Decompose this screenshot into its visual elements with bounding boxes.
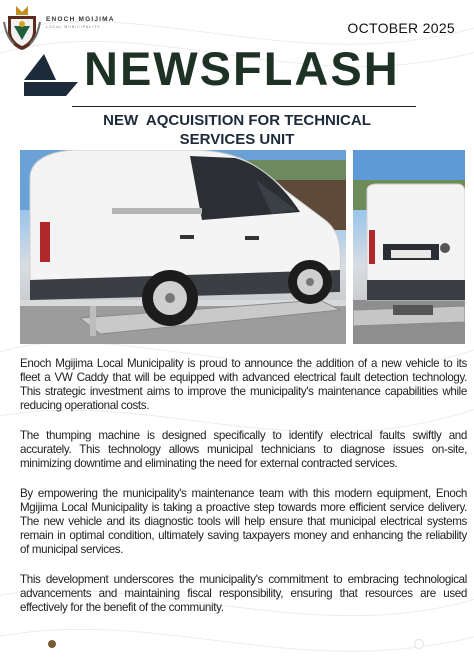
org-subtitle: LOCAL MUNICIPALITY [46, 25, 101, 29]
org-name-block [46, 16, 115, 29]
headline-line-1: NEW AQCUISITION FOR TECHNICAL [103, 112, 371, 129]
title-divider [72, 106, 416, 107]
white-van-rear-photo [353, 150, 465, 344]
article-paragraph: By empowering the municipality's maintenance team with this modern equipment, Enoch Mgijima Local Municipality is taking a proactive step towards more efficient service delivery. The new vehicle and its diagnostic tools will help ensure that municipal electrical systems remain in optimal condition, ultimately saving taxpayers money and enhancing the reliability of municipal services. [20, 487, 467, 556]
article-paragraph: This development underscores the municipality's commitment to embracing technological advancements and maintaining fiscal responsibility, ensuring that resources are used effectively for the benefit of the community. [20, 573, 467, 614]
article-paragraph: The thumping machine is designed specifically to identify electrical faults swiftly and accurately. This technology allows municipal technicians to diagnose issues on-site, minimizing downtime and eliminating the need for external contracted services. [20, 429, 467, 470]
article-paragraph: Enoch Mgijima Local Municipality is proud to announce the addition of a new vehicle to its fleet a VW Caddy that will be equipped with advanced electrical fault detection technology. This strategic investment aims to improve the municipality's maintenance capabilities while reducing operational costs. [20, 357, 467, 412]
municipal-crest-icon [2, 2, 42, 52]
article-headline [60, 111, 414, 149]
issue-date: OCTOBER 2025 [347, 20, 455, 36]
org-name: ENOCH MGIJIMA [46, 16, 115, 23]
footer-dot-left [48, 640, 56, 648]
footer-dot-right [415, 640, 423, 648]
page-title: NEWSFLASH [84, 42, 400, 95]
white-van-side-photo [20, 150, 346, 344]
article-body [20, 357, 467, 631]
headline-line-2: SERVICES UNIT [179, 131, 295, 148]
triangle-logo-icon [22, 52, 80, 98]
